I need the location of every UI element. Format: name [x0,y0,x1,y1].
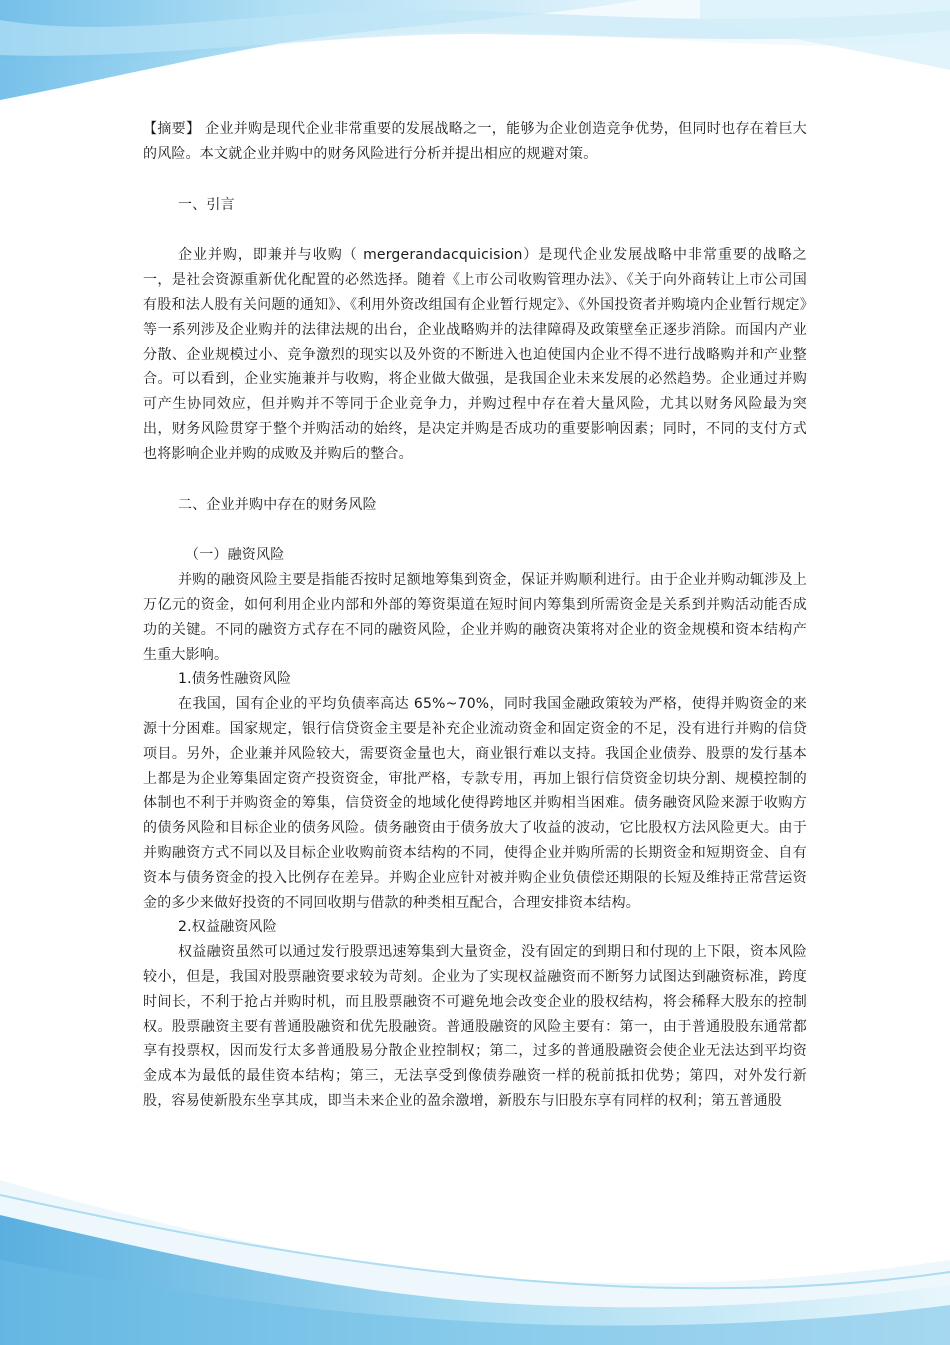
item-heading-debt-financing-risk: 1.债务性融资风险 [178,671,292,688]
section-heading-financial-risks: 二、企业并购中存在的财务风险 [178,496,377,513]
section-heading-introduction: 一、引言 [178,196,235,213]
introduction-paragraph: 企业并购，即兼并与收购（ mergerandacquicision）是现代企业发展战略中非常重要的战略之一，是社会资源重新优化配置的必然选择。随着《上市公司收购管理办法》、《关于向外商转让上市公司国有股和法人股有关问题的通知》、《利用外资改组国有企业暂行规定》、《外国投资者并购境内企业暂行规定》等一系列涉及企业购并的法律法规的出台，企业战略购并的法律障碍及政策壁垒正逐步消除。而国内产业分散、企业规模过小、竞争激烈的现实以及外资的不断进入也迫使国内企业不得不进行战略购并和产业整合。可以看到，企业实施兼并与收购，将企业做大做强，是我国企业未来发展的必然趋势。企业通过并购可产生协同效应，但并购并不等同于企业竞争力，并购过程中存在着大量风险，尤其以财务风险最为突出，财务风险贯穿于整个并购活动的始终，是决定并购是否成功的重要影响因素；同时，不同的支付方式也将影响企业并购的成败及并购后的整合。 [143,247,807,462]
equity-financing-risk-paragraph: 权益融资虽然可以通过发行股票迅速筹集到大量资金，没有固定的到期日和付现的上下限，资本风险较小，但是，我国对股票融资要求较为苛刻。企业为了实现权益融资而不断努力试图达到融资标准，跨度时间长，不利于抢占并购时机，而且股票融资不可避免地会改变企业的股权结构，将会稀释大股东的控制权。股票融资主要有普通股融资和优先股融资。普通股融资的风险主要有：第一，由于普通股股东通常都享有投票权，因而发行太多普通股易分散企业控制权；第二，过多的普通股融资会使企业无法达到平均资金成本为最低的最佳资本结构；第三，无法享受到像债券融资一样的税前抵扣优势；第四，对外发行新股，容易使新股东坐享其成，即当未来企业的盈余激增，新股东与旧股东享有同样的权利；第五普通股 [143,944,807,1109]
financing-risk-paragraph: 并购的融资风险主要是指能否按时足额地筹集到资金，保证并购顺利进行。由于企业并购动辄涉及上万亿元的资金，如何利用企业内部和外部的筹资渠道在短时间内筹集到所需资金是关系到并购活动能否成功的关键。不同的融资方式存在不同的融资风险，企业并购的融资决策将对企业的资金规模和资本结构产生重大影响。 [143,572,807,663]
subsection-heading-financing-risk: （一）融资风险 [185,547,285,564]
debt-financing-risk-paragraph: 在我国，国有企业的平均负债率高达 65%~70%，同时我国金融政策较为严格，使得并购资金的来源十分困难。国家规定，银行信贷资金主要是补充企业流动资金和固定资金的不足，没有进行并购的信贷项目。另外，企业兼并风险较大，需要资金量也大，商业银行难以支持。我国企业债券、股票的发行基本上都是为企业筹集固定资产投资资金，审批严格，专款专用，再加上银行信贷资金切块分割、规模控制的体制也不利于并购资金的筹集，信贷资金的地域化使得跨地区并购相当困难。债务融资风险来源于收购方的债务风险和目标企业的债务风险。债务融资由于债务放大了收益的波动，它比股权方法风险更大。由于并购融资方式不同以及目标企业收购前资本结构的不同，使得企业并购所需的长期资金和短期资金、自有资本与债务资金的投入比例存在差异。并购企业应针对被并购企业负债偿还期限的长短及维持正常营运资金的多少来做好投资的不同回收期与借款的种类相互配合，合理安排资本结构。 [143,696,807,911]
document-body [143,117,807,1114]
item-heading-equity-financing-risk: 2.权益融资风险 [178,919,277,936]
abstract-paragraph: 【摘要】 企业并购是现代企业非常重要的发展战略之一，能够为企业创造竞争优势，但同时也存在着巨大的风险。本文就企业并购中的财务风险进行分析并提出相应的规避对策。 [143,121,807,162]
